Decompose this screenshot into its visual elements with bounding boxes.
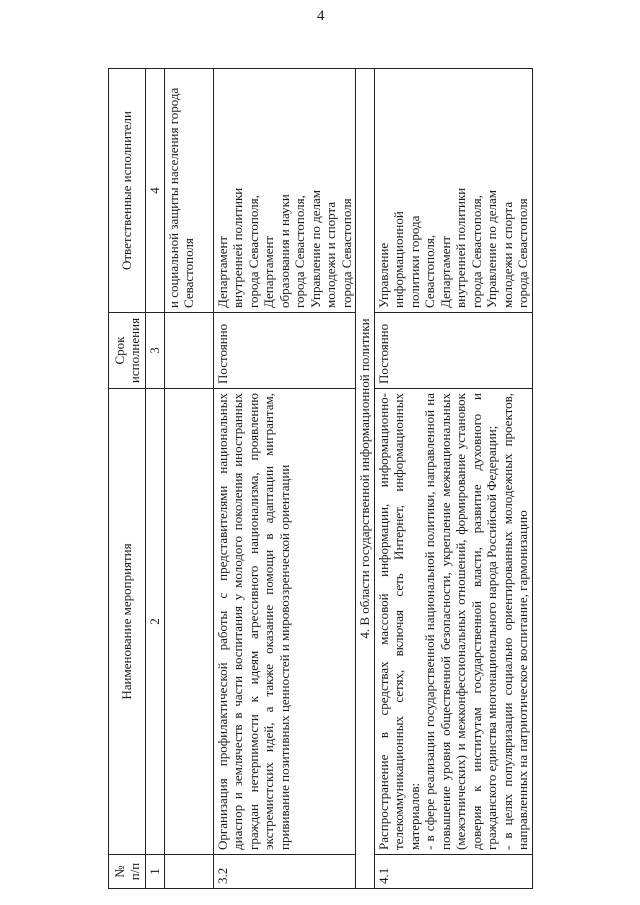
section-4-title: 4. В области государственной информационной политики: [356, 69, 375, 889]
section-4-row: [356, 69, 375, 889]
resp-line: города Севастополя,: [468, 195, 484, 308]
table-header-row: [109, 69, 146, 889]
measures-table: [108, 68, 533, 889]
header-resp: Ответственные исполнители: [109, 69, 146, 313]
column-number-4: 4: [146, 69, 165, 313]
resp-line: города Севастополя,: [245, 195, 261, 308]
resp-line: города Севастополя,: [292, 195, 307, 308]
resp-line: молодежи и спорта: [499, 201, 515, 308]
column-number-2: 2: [146, 389, 165, 855]
resp-line: Управление по делам: [307, 189, 323, 308]
resp-line: Департамент: [437, 235, 453, 308]
header-name: Наименование мероприятия: [109, 389, 146, 855]
resp-line: Департамент: [214, 235, 230, 308]
header-term: Срок исполнения: [109, 313, 146, 389]
column-number-3: 3: [146, 313, 165, 389]
continuation-name: [164, 389, 213, 855]
resp-line: города Севастополя: [338, 198, 354, 308]
row-4-1-name: [374, 389, 532, 855]
resp-line: Севастополя,: [422, 234, 437, 308]
table-row-3-2: [213, 69, 356, 889]
resp-line: Управление по делам: [484, 189, 499, 308]
name-paragraph: - в сфере реализации государственной национальной политики, направленной на повышение уровня общественной безопасности, укрепление межнациональных (межэтнических) и межконфессиональных отношений, формирование установок доверия к институтам государственной власти, развитие духовного и гражданского единства многонационального народа Российской Федерации;: [422, 393, 499, 850]
name-paragraph: - в целях популяризации социально ориентированных молодежных проектов, направленных на патриотическое воспитание, гармонизацию: [499, 393, 530, 850]
continuation-term: [164, 313, 213, 389]
resp-line: внутренней политики: [453, 187, 468, 308]
table-row-continuation: [164, 69, 213, 889]
resp-line: информационной: [391, 211, 406, 308]
resp-line: Департамент: [261, 235, 276, 308]
name-paragraph: Распространение в средствах массовой информации, информационно-телекоммуникационных сетях, включая сеть Интернет, информационных материалов:: [375, 393, 422, 850]
continuation-resp: и социальной защиты населения города Севастополя: [164, 69, 213, 313]
row-3-2-num: 3.2: [213, 855, 356, 889]
row-4-1-num: 4.1: [374, 855, 532, 889]
resp-line: образования и науки: [276, 194, 292, 308]
column-number-1: 1: [146, 855, 165, 889]
continuation-num: [164, 855, 213, 889]
table-row-4-1: [374, 69, 532, 889]
resp-line: политики города: [406, 215, 422, 308]
row-4-1-term: Постоянно: [374, 313, 532, 389]
column-number-row: [146, 69, 165, 889]
page-number: 4: [317, 8, 325, 24]
resp-line: внутренней политики: [230, 187, 245, 308]
row-4-1-resp: [374, 69, 532, 313]
resp-line: молодежи и спорта: [323, 201, 338, 308]
row-3-2-name: Организация профилактической работы с представителями национальных диаспор и землячеств в части воспитания у молодого поколения иностранных граждан нетерпимости к идеям агрессивного национализма, проявлению экстремистских идей, а также оказание помощи в адаптации мигрантам, прививание позитивных ценностей и мировоззренческой ориентации: [213, 389, 356, 855]
resp-line: Управление: [375, 242, 391, 308]
row-3-2-term: Постоянно: [213, 313, 356, 389]
row-3-2-resp: [213, 69, 356, 313]
resp-line: города Севастополя: [515, 198, 530, 308]
header-num: № п/п: [109, 855, 146, 889]
